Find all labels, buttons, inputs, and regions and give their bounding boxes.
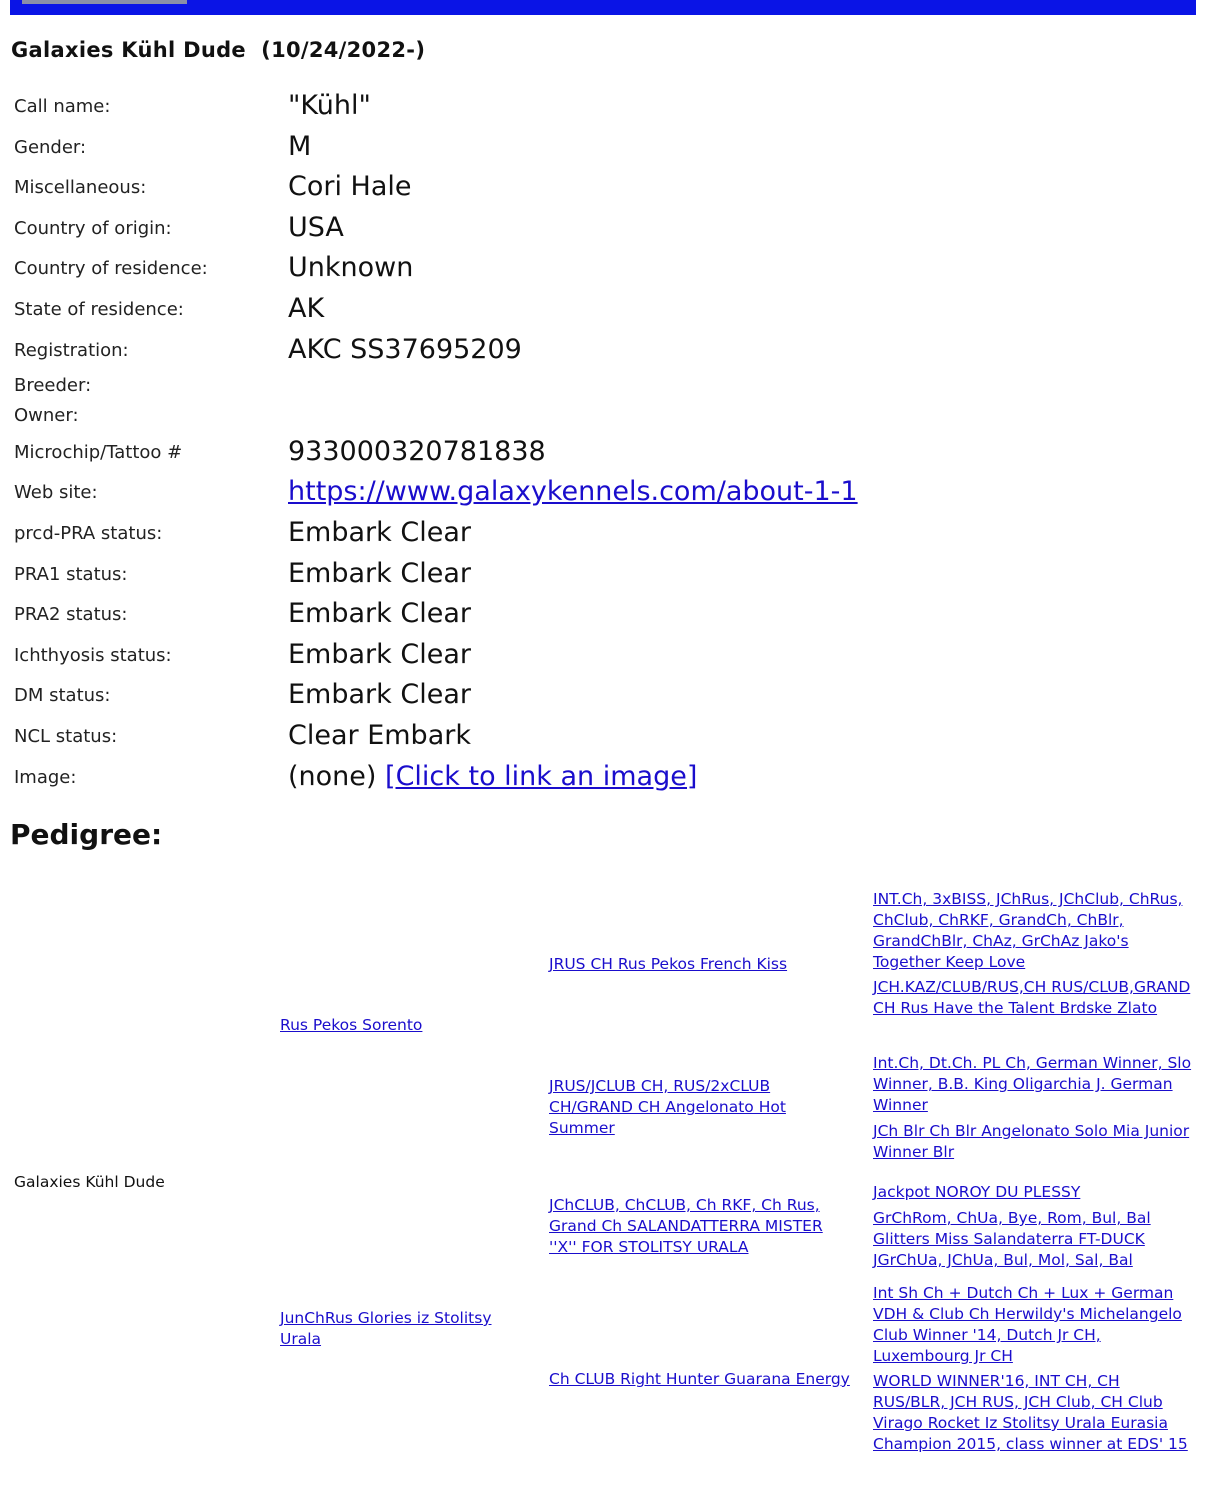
- label-ichthyosis: Ichthyosis status:: [14, 645, 172, 666]
- value-gender: M: [288, 131, 312, 162]
- label-gender: Gender:: [14, 137, 87, 158]
- value-call-name: "Kühl": [288, 90, 371, 121]
- pedigree-sire-sire[interactable]: JRUS CH Rus Pekos French Kiss: [549, 955, 788, 973]
- value-pra1: Embark Clear: [288, 558, 471, 589]
- label-miscellaneous: Miscellaneous:: [14, 177, 147, 198]
- value-ncl: Clear Embark: [288, 720, 471, 751]
- value-country-of-origin: USA: [288, 212, 344, 243]
- value-country-of-residence: Unknown: [288, 252, 414, 283]
- label-web-site: Web site:: [14, 482, 98, 503]
- label-image: Image:: [14, 767, 77, 788]
- label-breeder: Breeder:: [14, 375, 92, 396]
- pedigree-gen3-7[interactable]: Int Sh Ch + Dutch Ch + Lux + German VDH & Club Ch Herwildy's Michelangelo Club Winner '14, Dutch Jr CH, Luxembourg Jr CH: [873, 1284, 1182, 1365]
- pedigree-dam-sire[interactable]: JChCLUB, ChCLUB, Ch RKF, Ch Rus, Grand Ch SALANDATTERRA MISTER ''X'' FOR STOLITSY URALA: [549, 1196, 823, 1256]
- value-state-of-residence: AK: [288, 293, 325, 324]
- value-image: [288, 761, 697, 792]
- image-none-text: (none): [288, 761, 377, 792]
- pedigree-gen3-4[interactable]: JCh Blr Ch Blr Angelonato Solo Mia Junior Winner Blr: [873, 1122, 1190, 1161]
- label-country-of-origin: Country of origin:: [14, 218, 172, 239]
- page-title: Galaxies Kühl Dude (10/24/2022-): [11, 38, 426, 62]
- pedigree-gen3-1[interactable]: INT.Ch, 3xBISS, JChRus, JChClub, ChRus, ChClub, ChRKF, GrandCh, ChBlr, GrandChBlr, ChAz, GrChAz Jako's Together Keep Love: [873, 890, 1183, 971]
- pedigree-sire-dam[interactable]: JRUS/JCLUB CH, RUS/2xCLUB CH/GRAND CH Angelonato Hot Summer: [549, 1077, 786, 1137]
- pedigree-gen3-8[interactable]: WORLD WINNER'16, INT CH, CH RUS/BLR, JCH RUS, JCH Club, CH Club Virago Rocket Iz Stolitsy Urala Eurasia Champion 2015, class winner at EDS' 15: [873, 1372, 1188, 1453]
- label-prcd-pra: prcd-PRA status:: [14, 523, 163, 544]
- pedigree-sire[interactable]: Rus Pekos Sorento: [280, 1016, 423, 1034]
- value-prcd-pra: Embark Clear: [288, 517, 471, 548]
- label-ncl: NCL status:: [14, 726, 118, 747]
- label-dm: DM status:: [14, 685, 111, 706]
- label-owner: Owner:: [14, 405, 79, 426]
- pedigree-gen3-5[interactable]: Jackpot NOROY DU PLESSY: [873, 1183, 1081, 1201]
- value-pra2: Embark Clear: [288, 598, 471, 629]
- top-banner: [10, 0, 1196, 15]
- pedigree-gen3-2[interactable]: JCH.KAZ/CLUB/RUS,CH RUS/CLUB,GRAND CH Rus Have the Talent Brdske Zlato: [873, 978, 1191, 1017]
- label-microchip: Microchip/Tattoo #: [14, 442, 183, 463]
- value-dm: Embark Clear: [288, 679, 471, 710]
- label-pra2: PRA2 status:: [14, 604, 128, 625]
- pedigree-gen3-6[interactable]: GrChRom, ChUa, Bye, Rom, Bul, Bal Glitters Miss Salandaterra FT-DUCK JGrChUa, JChUa, Bul, Mol, Sal, Bal: [873, 1209, 1151, 1269]
- label-pra1: PRA1 status:: [14, 564, 128, 585]
- pedigree-dam[interactable]: JunChRus Glories iz Stolitsy Urala: [280, 1309, 492, 1348]
- value-miscellaneous: Cori Hale: [288, 171, 412, 202]
- link-image-button[interactable]: [Click to link an image]: [385, 761, 698, 792]
- banner-image[interactable]: [22, 0, 187, 4]
- pedigree-gen3-3[interactable]: Int.Ch, Dt.Ch. PL Ch, German Winner, Slo Winner, B.B. King Oligarchia J. German Winner: [873, 1054, 1192, 1114]
- label-country-of-residence: Country of residence:: [14, 258, 208, 279]
- value-microchip: 933000320781838: [288, 436, 546, 467]
- website-link[interactable]: https://www.galaxykennels.com/about-1-1: [288, 476, 858, 507]
- label-call-name: Call name:: [14, 96, 111, 117]
- pedigree-dam-dam[interactable]: Ch CLUB Right Hunter Guarana Energy: [549, 1370, 850, 1388]
- pedigree-heading: Pedigree:: [10, 818, 163, 851]
- value-registration: AKC SS37695209: [288, 334, 522, 365]
- pedigree-subject: Galaxies Kühl Dude: [14, 1173, 165, 1191]
- value-ichthyosis: Embark Clear: [288, 639, 471, 670]
- label-registration: Registration:: [14, 340, 129, 361]
- label-state-of-residence: State of residence:: [14, 299, 184, 320]
